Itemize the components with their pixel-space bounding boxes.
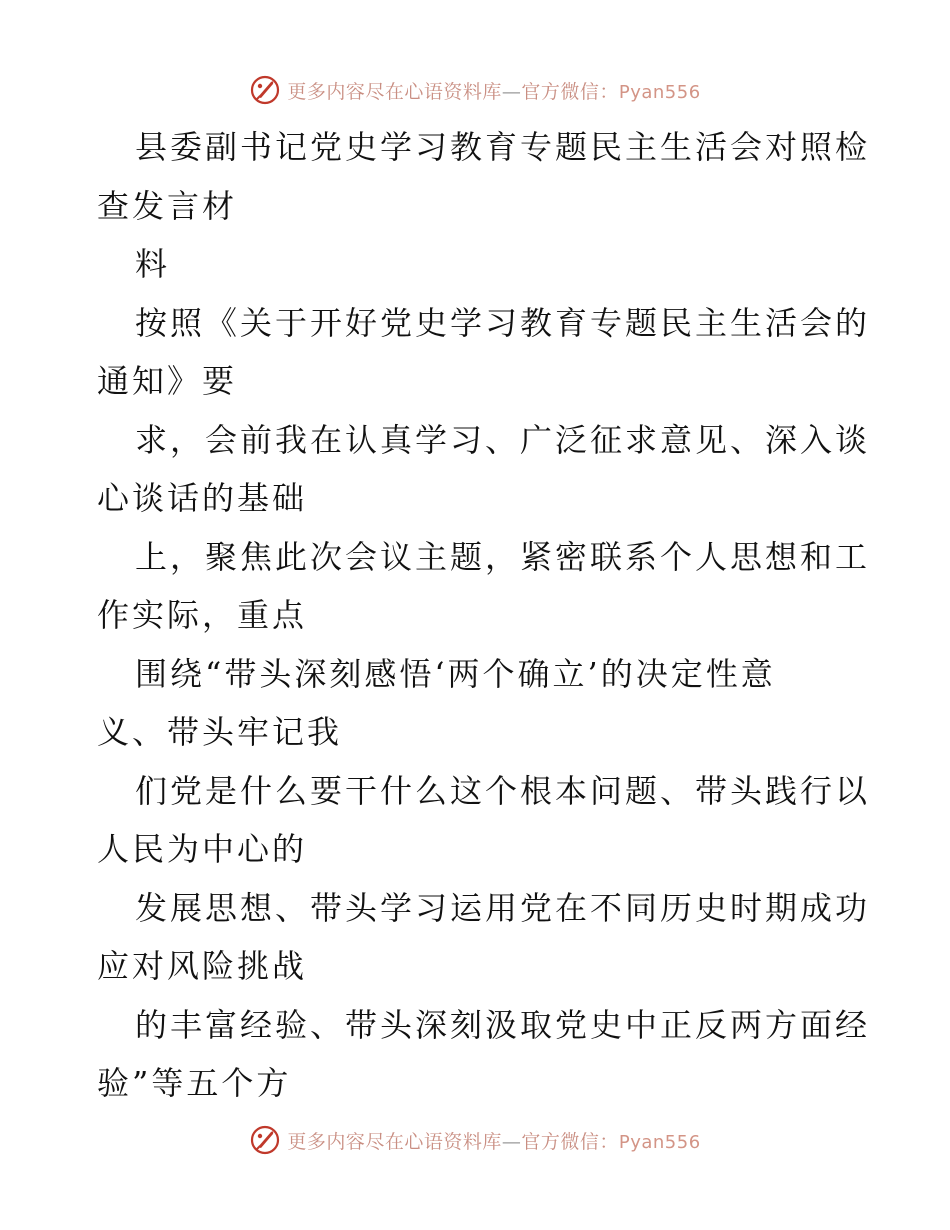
doc-line: 义、带头牢记我 (97, 713, 343, 751)
watermark-suffix: 官方微信： (521, 80, 619, 103)
doc-line: 按照《关于开好党史学习教育专题民主生活会的 (135, 303, 871, 342)
doc-line: 心谈话的基础 (97, 479, 308, 517)
quill-pen-logo-icon (249, 74, 281, 106)
watermark-wechat-id: Pyan556 (618, 1131, 701, 1153)
doc-line: 通知》要 (97, 362, 238, 400)
doc-line: 查发言材 (97, 186, 238, 225)
watermark-wechat-id: Pyan556 (618, 81, 701, 103)
doc-line: 发展思想、带头学习运用党在不同历史时期成功 (135, 888, 871, 927)
watermark-group (249, 74, 700, 106)
watermark-main: 更多内容尽在心语资料库 (287, 1130, 502, 1153)
watermark-text (287, 77, 700, 104)
footer-watermark (0, 1120, 950, 1160)
document-body (97, 118, 871, 1113)
watermark-text (287, 1127, 700, 1154)
doc-line: 求，会前我在认真学习、广泛征求意见、深入谈 (135, 420, 871, 459)
watermark-group (249, 1124, 700, 1156)
doc-line: 上，聚焦此次会议主题，紧密联系个人思想和工 (135, 537, 871, 576)
watermark-separator: — (501, 80, 522, 103)
doc-line: 们党是什么要干什么这个根本问题、带头践行以 (135, 771, 871, 810)
watermark-suffix: 官方微信： (521, 1130, 619, 1153)
doc-line: 围绕“带头深刻感悟‘两个确立’的决定性意 (135, 654, 776, 693)
doc-line: 县委副书记党史学习教育专题民主生活会对照检 (135, 128, 871, 166)
watermark-main: 更多内容尽在心语资料库 (287, 80, 502, 103)
doc-line: 作实际，重点 (97, 596, 308, 634)
doc-line: 应对风险挑战 (97, 947, 308, 985)
watermark-separator: — (501, 1130, 522, 1153)
quill-pen-logo-icon (249, 1124, 281, 1156)
doc-line: 料 (135, 245, 171, 283)
header-watermark (0, 70, 950, 110)
doc-line: 验”等五个方 (97, 1064, 292, 1102)
doc-line: 人民为中心的 (97, 830, 308, 868)
doc-line: 的丰富经验、带头深刻汲取党史中正反两方面经 (135, 1005, 871, 1044)
